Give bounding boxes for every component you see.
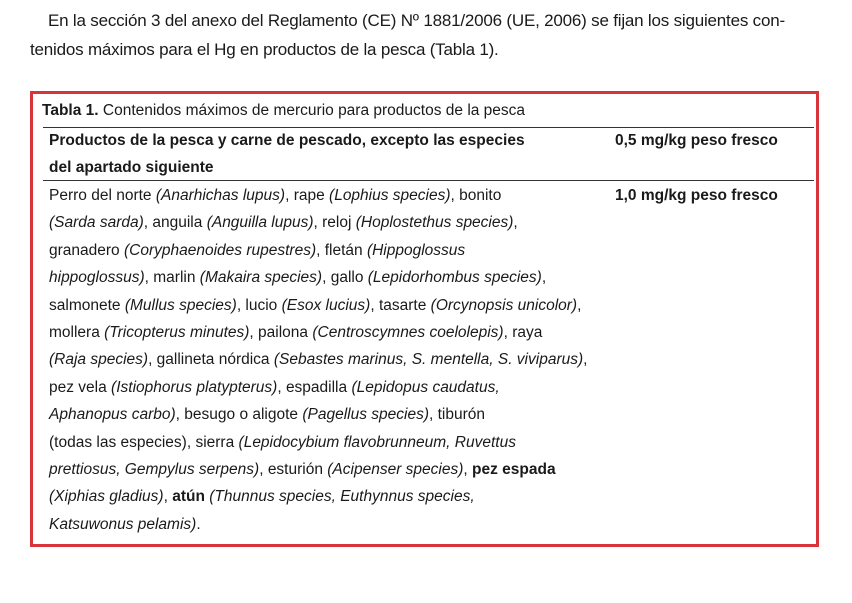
species-text: (Raja species) [49,351,149,369]
species-text: (Tricopterus minutes) [104,324,250,342]
species-text: atún [172,488,205,506]
species-text: (Esox lucius) [281,296,371,314]
species-text: , tiburón [429,406,486,424]
species-line [49,483,587,510]
species-line [49,374,587,401]
intro-line-1: En la sección 3 del anexo del Reglamento (CE) Nº 1881/2006 (UE, 2006) se fijan los siguientes con- [48,11,785,30]
species-text: , raya [503,324,543,342]
row1-product-line-1: Productos de la pesca y carne de pescado, excepto las especies [49,132,525,149]
species-text: pez vela [49,378,112,396]
species-line [49,401,587,428]
species-text: , [541,269,547,287]
species-line [49,237,587,264]
species-text: (Pagellus species) [302,406,430,424]
intro-line-2: tenidos máximos para el Hg en productos de la pesca (Tabla 1). [30,40,499,59]
species-text: (Acipenser species) [327,461,464,479]
species-line [49,456,587,483]
species-text: (Makaira species) [199,269,323,287]
species-text: (Centroscymnes coelolepis) [312,324,504,342]
species-text: , rape [285,187,330,204]
row1-product-line-2: del apartado siguiente [49,159,214,177]
species-text: (Istiophorus platypterus) [111,378,278,396]
intro-paragraph [30,6,830,64]
species-text: Perro del norte [49,187,156,204]
species-text: , fletán [316,241,367,259]
table-box [30,91,819,547]
species-text: , esturión [259,461,328,479]
row2-product [49,182,587,538]
species-text: , pailona [249,324,313,342]
table-caption-label: Tabla 1. [42,102,99,119]
row2-value: 1,0 mg/kg peso fresco [615,187,778,204]
species-line [49,319,587,346]
species-text: , tasarte [370,296,431,314]
species-text: , anguila [143,214,207,232]
species-text: , [583,351,588,369]
species-text: , [513,214,518,232]
species-text: granadero [49,241,124,259]
species-text: (Sebastes marinus, S. mentella, S. viviparus) [273,351,584,369]
species-text: , reloj [313,214,356,232]
species-text: (Lepidopus caudatus, [351,378,500,396]
species-text: (Hoplostethus species) [355,214,514,232]
species-text: pez espada [472,461,556,479]
table-caption [42,102,525,120]
table-row-rule [43,180,814,181]
species-text: (Thunnus species, Euthynnus species, [209,488,475,506]
species-text: (Anguilla lupus) [206,214,314,232]
table-caption-text: Contenidos máximos de mercurio para productos de la pesca [98,102,526,119]
species-line [49,209,587,236]
species-text: (Anarhichas lupus) [155,187,286,204]
species-line [49,182,587,209]
species-text: (Mullus species) [124,296,237,314]
species-text: , espadilla [277,378,352,396]
row1-product [49,127,525,182]
species-text: mollera [49,324,105,342]
species-text: hippoglossus) [49,269,145,287]
species-text: (Coryphaenoides rupestres) [123,241,317,259]
species-text: , gallo [322,269,368,287]
species-text: . [196,515,201,533]
species-line [49,264,587,291]
species-text: , lucio [236,296,282,314]
species-text: , [463,461,472,479]
species-text: (Lepidorhombus species) [367,269,542,287]
species-text: prettiosus, Gempylus serpens) [49,461,260,479]
species-line [49,292,587,319]
species-text: Katsuwonus pelamis) [49,515,197,533]
species-text: , [163,488,173,506]
species-text: , marlin [144,269,200,287]
species-text: (todas las especies), sierra [49,433,239,451]
row1-value: 0,5 mg/kg peso fresco [615,132,778,149]
species-text: (Lepidocybium flavobrunneum, Ruvettus [238,433,516,451]
species-line [49,511,587,538]
species-text: (Hippoglossus [366,241,466,259]
species-text: (Lophius species) [329,187,451,204]
species-text: , besugo o aligote [175,406,303,424]
species-text: (Sarda sarda) [49,214,144,232]
species-text: (Orcynopsis unicolor) [430,296,578,314]
species-text: salmonete [49,296,125,314]
species-text: Aphanopus carbo) [49,406,176,424]
species-line [49,346,587,373]
species-line [49,429,587,456]
species-text: (Xiphias gladius) [49,488,164,506]
species-text: , [577,296,582,314]
species-text: , gallineta nórdica [148,351,274,369]
species-text: , bonito [450,187,502,204]
